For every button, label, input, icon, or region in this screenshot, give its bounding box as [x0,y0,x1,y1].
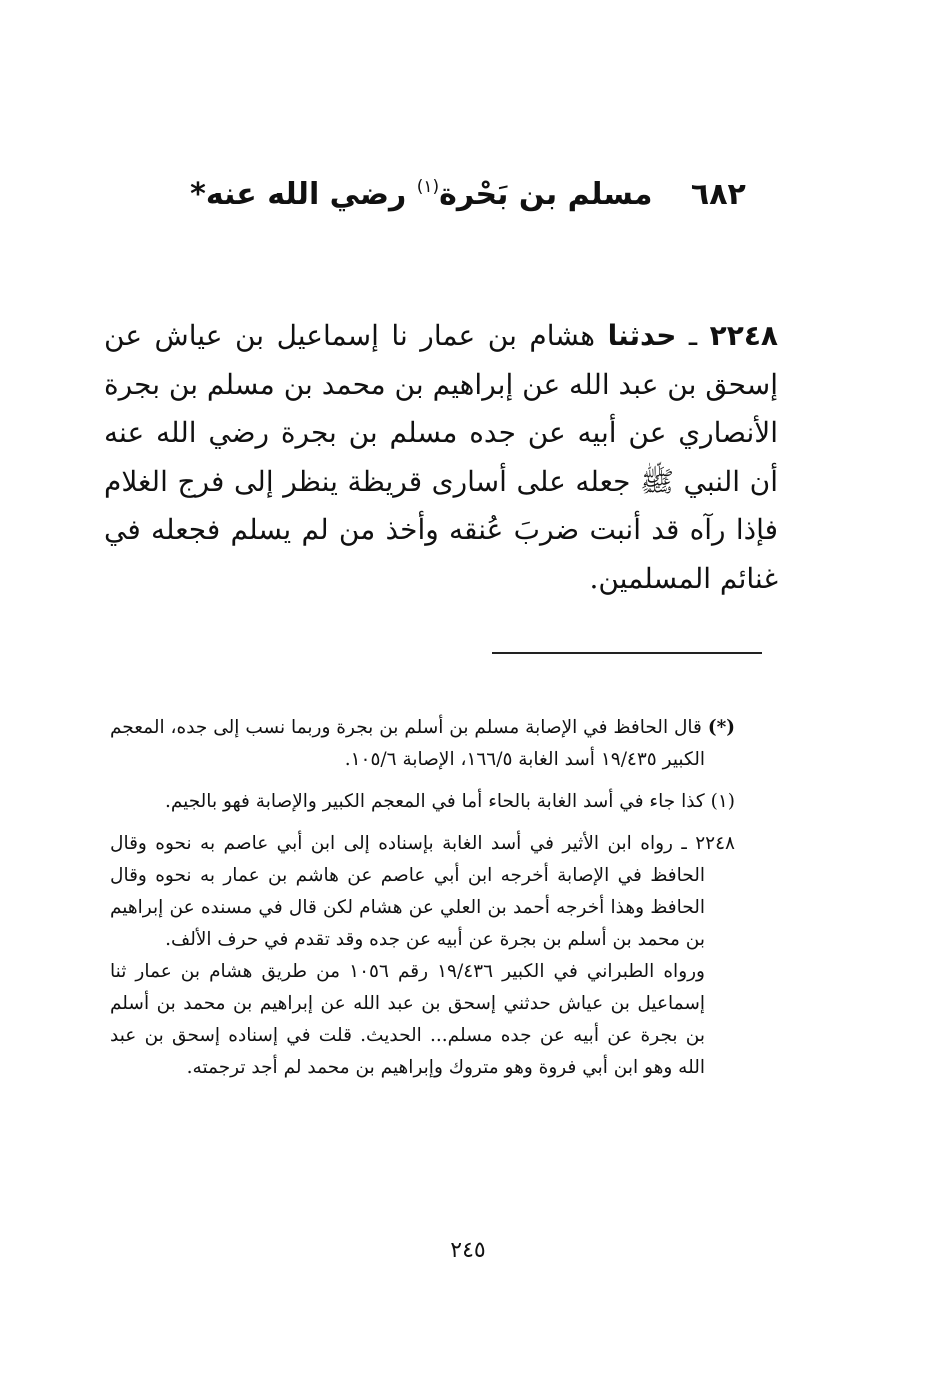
footnote-hadith [110,828,735,956]
entry-title [150,162,786,220]
footnote-star [110,712,735,776]
hadith-dash: ـ [676,319,710,352]
hadith-text [104,312,778,603]
footnote-star-mark: (*) [707,717,735,738]
footnote-hadith-text: رواه ابن الأثير في أسد الغابة بإسناده إلى ابن أبي عاصم به نحوه وقال الحافظ في الإصابة أخرجه ابن أبي عاصم عن هاشم بن عمار به نحوه وقال الحافظ وهذا أخرجه أحمد بن العلي عن هشام لكن قال في مسنده عن إبراهيم بن محمد بن أسلم بن بجرة عن أبيه عن جده وقد تقدم في حرف الألف. [110,833,705,950]
footnotes [110,712,735,1094]
footnote-hadith-text-2: ورواه الطبراني في الكبير ١٩/٤٣٦ رقم ١٠٥٦ من طريق هشام بن عمار ثنا إسماعيل بن عياش حدثني إسحق بن عبد الله عن إبراهيم بن محمد بن أسلم بن بجرة عن أبيه عن جده مسلم... الحديث. قلت في إسناده إسحق بن عبد الله وهو ابن أبي فروة وهو متروك وإبراهيم بن محمد لم أجد ترجمته. [110,961,705,1078]
hadith-lead: حدثنا [607,319,677,352]
page-number: ٢٤٥ [450,1238,486,1263]
footnote-one [110,786,735,818]
footnote-hadith-mark: ٢٢٤٨ ـ [681,833,735,854]
footnote-separator [492,652,762,654]
entry-name: مسلم بن بَحْرة [439,177,653,212]
hadith-body: هشام بن عمار نا إسماعيل بن عياش عن إسحق بن عبد الله عن إبراهيم بن محمد بن مسلم بن بجرة الأنصاري عن أبيه عن جده مسلم بن بجرة رضي الله عنه أن النبي ﷺ جعله على أسارى قريظة ينظر إلى فرج الغلام فإذا رآه قد أنبت ضربَ عُنقه وأخذ من لم يسلم فجعله في غنائم المسلمين. [104,319,778,595]
entry-honorific: رضي الله عنه* [190,177,407,212]
footnote-star-text: قال الحافظ في الإصابة مسلم بن أسلم بن بجرة وربما نسب إلى جده، المعجم الكبير ١٩/٤٣٥ أسد الغابة ١٦٦/٥، الإصابة ١٠٥/٦. [110,717,708,770]
hadith-number: ٢٢٤٨ [709,319,778,352]
footnote-hadith-continued [110,956,735,1084]
entry-number: ٦٨٢ [690,177,746,212]
footnote-one-text: كذا جاء في أسد الغابة بالحاء أما في المعجم الكبير والإصابة فهو بالجيم. [164,791,711,812]
footnote-one-mark: (١) [710,791,735,812]
footnote-reference: (١) [416,177,440,197]
